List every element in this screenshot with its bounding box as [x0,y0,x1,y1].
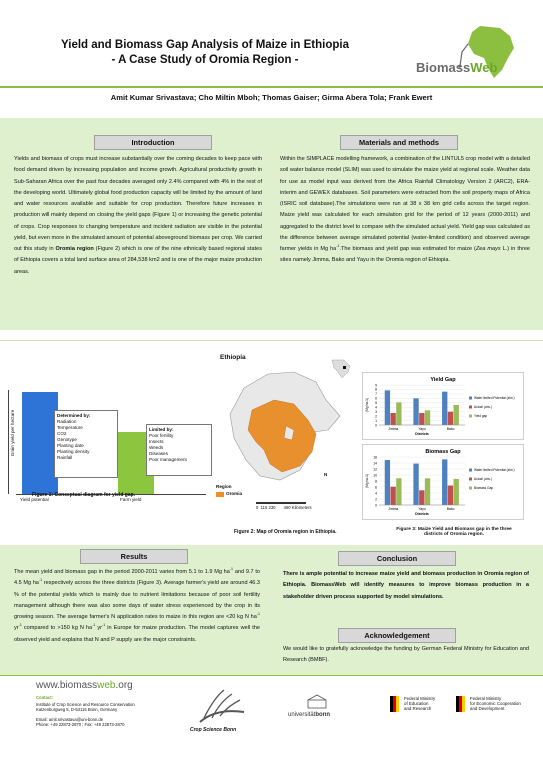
biomass-gap-chart [362,444,524,520]
y-tick-label: 16 [373,455,377,460]
x-tick-label: Yayu [418,507,426,511]
y-tick-label: 8 [375,387,377,392]
header-rule [0,86,543,88]
introduction-heading: Introduction [94,135,212,150]
bmbf-logo-text: Federal Ministry of Education and Research [404,696,436,712]
y-tick-label: 6 [375,485,377,490]
y-tick-label: 7 [375,392,377,397]
map-legend-swatch [216,492,224,497]
determined-by-item: Planting date [57,443,84,448]
determined-by-box: Determined by: Radiation Temperature CO2 Genotype Planting date Planting density Rainfall [54,410,118,478]
bar [419,490,424,505]
legend-swatch [469,478,472,481]
y-axis-label: (Mg ha-1) [365,474,369,488]
x-tick-label: Bako [446,507,455,511]
bar [448,412,453,425]
methods-heading: Materials and methods [340,135,458,150]
limited-by-box: Limited by: Poor fertility Insects Weeds Diseases Poor management [146,424,212,476]
bar [442,459,447,505]
x-tick-label: Bako [446,427,455,431]
uni-bonn-crest-icon [306,694,328,710]
y-tick-label: 14 [373,461,377,466]
legend-label: Yield gap [474,414,488,418]
y-tick-label: 10 [373,473,377,478]
bar [390,413,395,425]
y-tick-label: 2 [375,414,377,419]
inset-africa-icon [328,358,354,380]
authors: Amit Kumar Srivastava; Cho Miltin Mboh; Thomas Gaiser; Girma Abera Tola; Frank Ewert [110,93,433,102]
y-tick-label: 5 [375,401,377,406]
acknowledgement-heading: Acknowledgement [338,628,456,643]
bar [454,479,459,505]
y-tick-label: 12 [373,467,377,472]
bar [425,410,430,425]
bar [419,413,424,425]
bmz-logo-text: Federal Ministry for Economic Cooperation and Development [470,696,521,712]
yield-potential-bar [22,392,58,494]
bar [396,478,401,505]
y-tick-label: 2 [375,497,377,502]
title-line-2: - A Case Study of Oromia Region - [111,54,299,66]
scale-bar [256,502,306,504]
bar [396,402,401,425]
bmz-flag-icon [456,696,466,712]
bar [390,487,395,505]
footer-rule [0,675,543,676]
chart-title: Yield Gap [430,377,456,383]
uni-bonn-logo: universitätbonn [288,712,331,718]
figure2-caption: Figure 2: Map of Oromia region in Ethiopia. [234,529,337,535]
limited-by-item: Insects [149,439,164,444]
yield-gap-chart [362,372,524,440]
website-link[interactable]: www.biomassweb.org [36,680,133,691]
y-tick-label: 4 [375,405,377,410]
bar [413,398,418,425]
crop-science-label: Crop Science Bonn [190,727,237,733]
legend-label: Biomass Gap [474,486,494,490]
legend-swatch [469,415,472,418]
legend-label: Water limited Potential (sim.) [474,396,515,400]
legend-label: Actual (obs.) [474,405,492,409]
figure1-caption: Figure 1: Conceptual diagram for yield gap. [32,492,136,498]
bar [385,460,390,505]
figure1 [8,350,210,510]
determined-by-item: Genotype [57,437,77,442]
limited-by-item: Diseases [149,451,168,456]
bar [454,405,459,425]
x-tick-label: Yayu [418,427,426,431]
results-heading: Results [80,549,188,564]
introduction-text: Yields and biomass of crops must increase substantially over the coming decades to keep pace with food demand driven by increasing population and income growth. Agricultural productivity growth in Sub-Saharan Africa over the past four decades averaged only 2.4% compared with 4% in the rest of the developing world. Ultimately global food production capacity will be limited by the amount of land and water resources available and suitable for crop production. Therefore future increases in production will mainly depend on closing the yield gaps (Figure 1) or increasing the genetic potential of crops. Crop responses to changing temperature and incident radiation are visible in the potential yield, but even more in the simulated amount of potential aboveground biomass per crop. We carried out this study in Oromia region (Figure 2) which is one of the nine ethnically based regional states of Ethiopia covers a total land surface area of 284,538 km2 and is one of the major maize production areas. [14,156,262,275]
north-arrow: N [324,472,328,477]
conclusion-heading: Conclusion [338,551,456,566]
y-tick-label: 8 [375,479,377,484]
y-tick-label: 9 [375,383,377,388]
chart-title: Biomass Gap [425,449,461,455]
methods-text: Within the SIMPLACE modelling framework, a combination of the LINTUL5 crop model with a detailed soil water balance model (SLIM) was used to simulate the maize yield at regional scale. Weather data for use as model input was derived from the Africa Rainfall Climatology Version 2 (ARC2), ERA-interim and GEWEX databases. Soil parameters were extracted from the soil property maps of Africa (ISRIC soil database).The simulations were run at 38 x 38 km grid cells across the target region. Maize yield was calculated for each simulation grid for the period of 12 years (2000-2011) and aggregated to the district level to compare with the simulated actual yield. Yield gap was calculated as the difference between average simulated potential (water-limited condition) and observed average farmer yields in Mg $ha^{-1}.The$ biomass and yield gap was estimated for maize (Zea mays L.) in three sites namely Jimma, Bako and Yayu in the Oromia region of Ethiopia. [280,156,530,264]
limited-by-item: Poor management [149,457,187,462]
y-tick-label: 3 [375,409,377,414]
acknowledgement-text: We would like to gratefully acknowledge the funding by German Federal Ministry for Education and Research (BMBF). [283,646,529,664]
y-tick-label: 0 [375,423,377,428]
bar [385,390,390,425]
figure2-map [216,352,354,524]
bar [448,486,453,506]
limited-by-item: Poor fertility [149,433,174,438]
limited-by-item: Weeds [149,445,164,450]
map-legend-item: Oromia [226,491,243,496]
determined-by-item: Radiation [57,419,77,424]
logo-text: BiomassWeb [416,60,498,75]
biomassweb-logo [402,22,532,82]
y-axis-label: (Mg ha-1) [365,398,369,412]
legend-swatch [469,397,472,400]
bar2-label: Farm yield [120,497,142,502]
bar [425,478,430,505]
determined-by-item: Rainfall [57,455,73,460]
determined-by-item: Temperature [57,425,83,430]
title-line-1: Yield and Biomass Gap Analysis of Maize in Ethiopia [61,39,349,51]
legend-label: Actual (obs.) [474,477,492,481]
fig1-axis [8,390,16,500]
crop-science-logo-icon [194,684,250,726]
bar [442,392,447,425]
contact-block: Contact: Institute of Crop Science and Resource Conservation Katzenburgweg 5, D-53115 Bonn, Germany Email: amit.srivastava@uni-bonn.de Phone: +49 22873-2870 ; Fax: +49 22873-2870 [36,695,135,728]
bmbf-flag-icon [390,696,400,712]
x-axis-label: Districts [415,512,429,516]
fig1-axis-label: Grain yield per hectare [10,409,15,457]
legend-label: Water limited Potential (sim.) [474,468,515,472]
determined-by-item: CO2 [57,431,67,436]
scale-text: 0 115 230 460 Kilometers [256,505,312,510]
legend-swatch [469,487,472,490]
map-title: Ethiopia [220,354,246,361]
y-tick-label: 4 [375,491,377,496]
y-tick-label: 1 [375,418,377,423]
conclusion-text: There is ample potential to increase maize yield and biomass production in Oromia region of Ethiopia. BiomassWeb will identify measures to improve biomass production in a stakeholder driven process supported by model simulations. [283,571,529,600]
bar1-label: Yield potential [20,497,49,502]
x-tick-label: Jimma [388,427,399,431]
figure3-caption: Figure 3: Maize Yield and Biomass gap in the three districts of Oromia region. [396,527,512,537]
y-tick-label: 0 [375,503,377,508]
determined-by-item: Planting density [57,449,90,454]
bar [413,464,418,505]
x-axis-label: Districts [415,432,429,436]
x-tick-label: Jimma [388,507,399,511]
legend-swatch [469,406,472,409]
poster-title [0,38,410,68]
legend-swatch [469,469,472,472]
map-legend-title: Region [216,484,232,489]
results-text: The mean yield and biomass gap in the period 2000-2011 varies from 5.1 to 1.9 Mg $ha^{-1}$ and 9.7 to 4.5 Mg $ha^{-1}$ respectively across the three districts (Figure 3). Average farmer's yield are around 46.3 % of the potential yields which is mainly due to nutrient limitations because of poor soil fertility management although there was also some days of water stress experienced by the crop in its growing season. The average farmer's N application rates to maize in this region are <20 kg N $ha^{-1}$ $yr^{-1}$ compared to >150 kg N $ha^{-1}$ $yr^{-1}$ in Europe for maize production. The model captures well the observed yield and explains that N and P supply are the major constraints. [14,567,260,643]
y-tick-label: 6 [375,396,377,401]
